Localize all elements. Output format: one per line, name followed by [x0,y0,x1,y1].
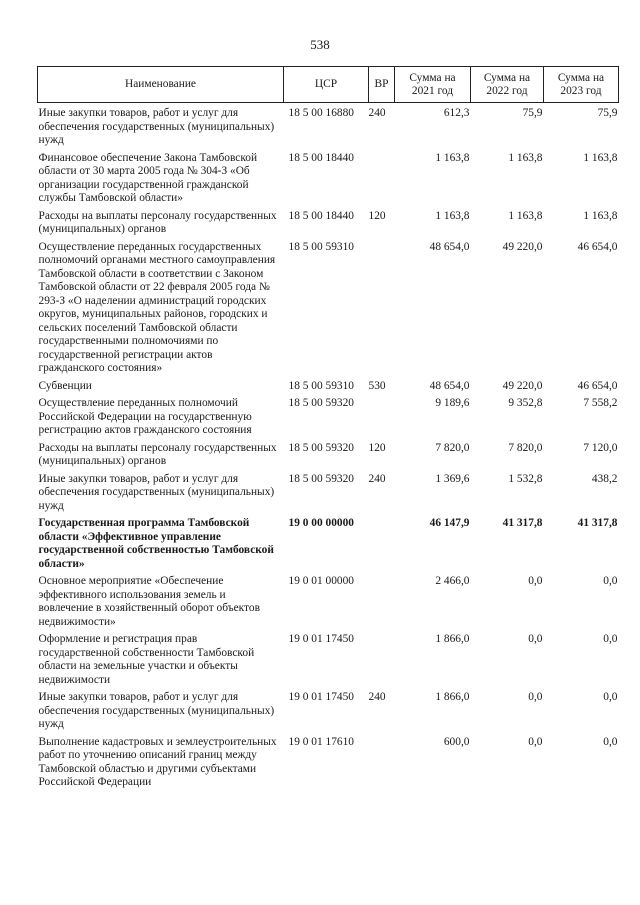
row-name: Иные закупки товаров, работ и услуг для обеспечения государственных (муниципальных) нужд [38,107,275,146]
header-sum-2021: Сумма на 2021 год [395,67,471,103]
row-name: Основное мероприятие «Обеспечение эффективного использования земель и вовлечение в хозяйственный оборот объектов недвижимости» [38,575,260,628]
table-row [38,148,619,206]
table-row [38,376,619,394]
header-csr: ЦСР [284,67,369,103]
row-name: Расходы на выплаты персоналу государственных (муниципальных) органов [38,209,277,235]
row-vr-code: 530 [368,379,386,392]
table-row [38,687,619,732]
row-csr-code: 18 5 00 59320 [288,472,354,485]
row-csr-code: 18 5 00 18440 [288,151,354,164]
row-sum-2022: 1 163,8 [508,151,543,164]
row-sum-2022: 49 220,0 [502,240,543,253]
row-sum-2021: 9 189,6 [435,397,470,409]
row-sum-2021: 1 369,6 [435,472,470,485]
row-sum-2021: 600,0 [443,735,470,748]
row-sum-2023: 75,9 [597,107,618,119]
table-row [38,237,619,376]
row-sum-2021: 46 147,9 [429,517,470,529]
row-csr-code: 19 0 01 17610 [288,735,354,748]
budget-table [37,66,619,790]
table-row [38,571,619,629]
header-vr: ВР [369,67,395,103]
table-row [38,513,619,571]
row-name: Субвенции [38,379,92,392]
row-vr-code [369,513,395,571]
header-sum-2023: Сумма на 2023 год [544,67,619,103]
table-row [38,469,619,514]
row-csr-code: 18 5 00 59310 [288,240,354,253]
table-row [38,438,619,469]
row-sum-2021: 7 820,0 [435,441,470,454]
header-name: Наименование [38,67,284,103]
row-sum-2023: 0,0 [603,691,618,703]
row-vr-code [369,571,395,629]
table-row [38,206,619,237]
row-name: Расходы на выплаты персоналу государственных (муниципальных) органов [38,441,277,467]
row-sum-2022: 0,0 [528,633,543,645]
row-sum-2021: 612,3 [443,107,470,119]
row-sum-2022: 1 532,8 [508,472,543,485]
row-sum-2021: 2 466,0 [435,575,470,587]
row-name: Финансовое обеспечение Закона Тамбовской области от 30 марта 2005 года № 304-З «Об организации государственной гражданской службы Тамбовской области» [38,151,258,204]
row-vr-code: 120 [368,441,386,454]
row-csr-code: 18 5 00 59310 [288,379,354,392]
row-vr-code: 240 [368,691,386,703]
row-sum-2022: 0,0 [528,691,543,703]
row-name: Иные закупки товаров, работ и услуг для обеспечения государственных (муниципальных) нужд [38,472,275,512]
row-sum-2023: 1 163,8 [583,209,618,222]
row-csr-code: 19 0 00 00000 [288,517,354,529]
row-sum-2021: 48 654,0 [429,379,470,392]
table-header-row [38,67,619,103]
row-name: Выполнение кадастровых и землеустроительных работ по уточнению описаний границ между Тамбовской областью и другими субъектами Российской Федерации [38,735,277,788]
row-name: Иные закупки товаров, работ и услуг для обеспечения государственных (муниципальных) нужд [38,691,275,730]
row-sum-2023: 438,2 [591,472,618,485]
row-sum-2022: 1 163,8 [508,209,543,222]
row-csr-code: 18 5 00 18440 [288,209,354,222]
row-sum-2023: 7 120,0 [583,441,618,454]
row-sum-2023: 46 654,0 [577,240,618,253]
table-row [38,732,619,790]
row-sum-2021: 1 163,8 [435,151,470,164]
row-sum-2023: 41 317,8 [577,517,618,529]
row-sum-2022: 41 317,8 [502,517,543,529]
row-sum-2023: 0,0 [603,575,618,587]
row-sum-2021: 1 163,8 [435,209,470,222]
row-name: Государственная программа Тамбовской области «Эффективное управление государственной собственностью Тамбовской области» [38,517,274,570]
row-sum-2022: 9 352,8 [508,397,543,409]
row-name: Оформление и регистрация прав государственной собственности Тамбовской области на земельные участки и объекты недвижимости [38,633,255,686]
row-vr-code: 120 [368,209,386,222]
row-sum-2023: 1 163,8 [583,151,618,164]
row-sum-2023: 7 558,2 [583,397,618,409]
row-sum-2022: 0,0 [528,735,543,748]
row-sum-2022: 49 220,0 [502,379,543,392]
row-sum-2022: 75,9 [522,107,543,119]
row-sum-2021: 48 654,0 [429,240,470,253]
row-sum-2023: 0,0 [603,633,618,645]
row-csr-code: 18 5 00 16880 [288,107,354,119]
table-row [38,103,619,148]
table-row [38,393,619,438]
row-name: Осуществление переданных полномочий Российской Федерации на государственную регистрацию актов гражданского состояния [38,397,252,436]
row-vr-code [369,732,395,790]
row-vr-code [369,393,395,438]
row-sum-2023: 0,0 [603,735,618,748]
row-sum-2022: 0,0 [528,575,543,587]
header-sum-2022: Сумма на 2022 год [471,67,544,103]
row-vr-code [369,629,395,687]
table-body [38,103,619,790]
row-csr-code: 19 0 01 17450 [288,691,354,703]
page-number: 538 [310,37,330,52]
row-csr-code: 19 0 01 17450 [288,633,354,645]
row-vr-code [369,148,395,206]
row-vr-code: 240 [368,107,386,119]
row-vr-code: 240 [368,472,386,485]
row-sum-2022: 7 820,0 [508,441,543,454]
row-sum-2021: 1 866,0 [435,691,470,703]
row-name: Осуществление переданных государственных полномочий органами местного самоуправления Тамбовской области в соответствии с Законом Тамбовской области от 22 февраля 2005 года № 293-З «О наделении администраций городских округов, муниципальных районов, городских и сельских поселений Тамбовской области государственными полномочиями по государственной регистрации актов гражданского состояния» [38,240,276,374]
row-sum-2023: 46 654,0 [577,379,618,392]
table-row [38,629,619,687]
row-csr-code: 18 5 00 59320 [288,397,354,409]
row-sum-2021: 1 866,0 [435,633,470,645]
row-csr-code: 18 5 00 59320 [288,441,354,454]
row-csr-code: 19 0 01 00000 [288,575,354,587]
row-vr-code [369,237,395,376]
